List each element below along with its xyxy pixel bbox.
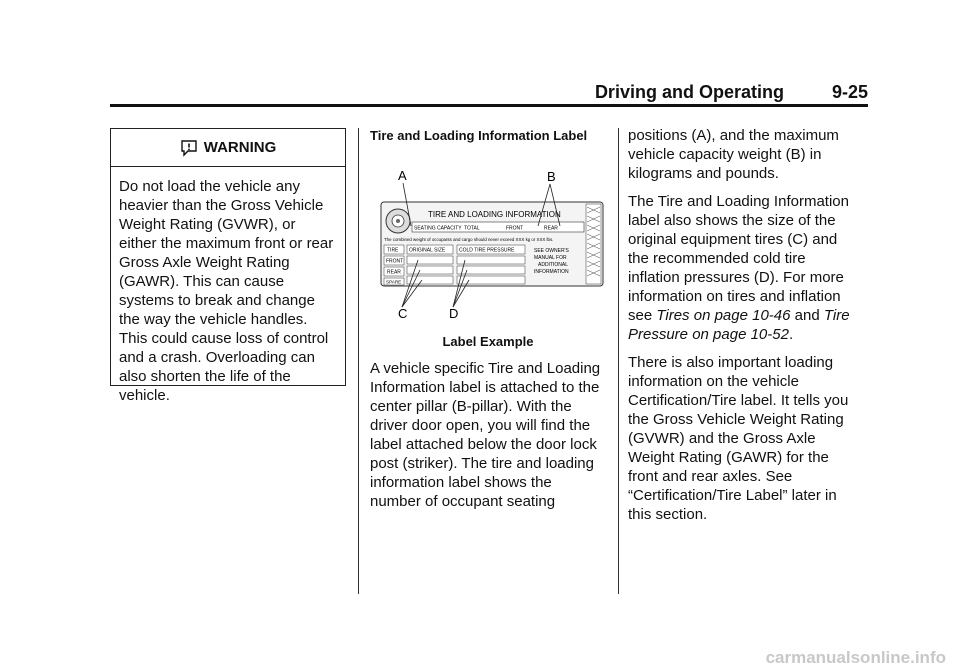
warning-title: WARNING <box>203 139 277 156</box>
svg-text:FRONT: FRONT <box>506 225 524 232</box>
tire-label-figure <box>370 160 606 326</box>
tires-page-link[interactable]: Tires on page 10-46 <box>656 307 791 324</box>
column-2 <box>370 128 606 511</box>
watermark: carmanualsonline.info <box>765 648 946 667</box>
warning-text: Do not load the vehicle any heavier than the Gross Vehicle Weight Rating (GVWR), or either the maximum front or rear Gross Axle Weight Rating (GAWR). This can cause systems to break and change the way the vehicle handles. This could cause loss of control and a crash. Overloading can also shorten the life of the vehicle. <box>119 178 334 404</box>
svg-text:The combined weight of occupan: The combined weight of occupants and cargo should never exceed XXX kg or XXX lbs. <box>384 237 554 242</box>
figure-caption: Label Example <box>442 334 534 349</box>
warning-icon <box>180 139 198 157</box>
callout-c: C <box>398 306 408 321</box>
svg-text:ADDITIONAL: ADDITIONAL <box>538 262 569 268</box>
svg-text:TIRE AND LOADING INFORMATION: TIRE AND LOADING INFORMATION <box>428 210 561 219</box>
section-title: Driving and Operating <box>594 82 784 102</box>
svg-text:REAR: REAR <box>387 269 401 276</box>
column-3 <box>628 126 860 533</box>
column-divider-2 <box>618 128 619 594</box>
callout-a: A <box>398 168 407 183</box>
warning-header <box>111 129 345 167</box>
svg-text:INFORMATION: INFORMATION <box>534 269 569 275</box>
column3-paragraph-2: The Tire and Loading Information label also shows the size of the original equipment tires (C) and the recommended cold tire inflation pressures (D). For more information on tires and inflation see Tires on page 10-46 and Tire Pressure on page 10-52. <box>628 193 850 343</box>
callout-b: B <box>547 169 556 184</box>
column3-paragraph-1: positions (A), and the maximum vehicle capacity weight (B) in kilograms and pounds. <box>628 127 839 182</box>
warning-box <box>110 128 346 404</box>
callout-d: D <box>449 306 459 321</box>
svg-text:SEE OWNER'S: SEE OWNER'S <box>534 248 569 254</box>
column3-paragraph-3: There is also important loading information on the vehicle Certification/Tire label. It tells you the Gross Vehicle Weight Rating (GVWR) and the Gross Axle Weight Rating (GAWR) for the front and rear axles. See “Certification/Tire Label” later in this section. <box>628 354 849 523</box>
svg-text:TOTAL: TOTAL <box>464 225 480 232</box>
svg-text:ORIGINAL SIZE: ORIGINAL SIZE <box>409 247 446 254</box>
figure-title: Tire and Loading Information Label <box>370 128 588 143</box>
column-divider-1 <box>358 128 359 594</box>
svg-text:SEATING CAPACITY: SEATING CAPACITY <box>414 225 462 232</box>
page-header <box>0 82 868 103</box>
header-rule <box>110 104 868 107</box>
column2-paragraph: A vehicle specific Tire and Loading Information label is attached to the center pillar (B-pillar). With the driver door open, you will find the label attached below the door lock post (striker). The tire and loading information label shows the number of occupant seating <box>370 360 601 510</box>
svg-text:FRONT: FRONT <box>386 258 404 265</box>
svg-text:REAR: REAR <box>544 225 558 232</box>
svg-text:MANUAL FOR: MANUAL FOR <box>534 255 567 261</box>
tire-pressure-page-link[interactable]: Tire Pressure on page 10-52 <box>628 307 850 343</box>
svg-text:SPARE: SPARE <box>386 279 402 285</box>
svg-text:COLD TIRE PRESSURE: COLD TIRE PRESSURE <box>459 247 515 254</box>
svg-text:TIRE: TIRE <box>387 247 399 254</box>
page-number: 9-25 <box>831 82 868 102</box>
